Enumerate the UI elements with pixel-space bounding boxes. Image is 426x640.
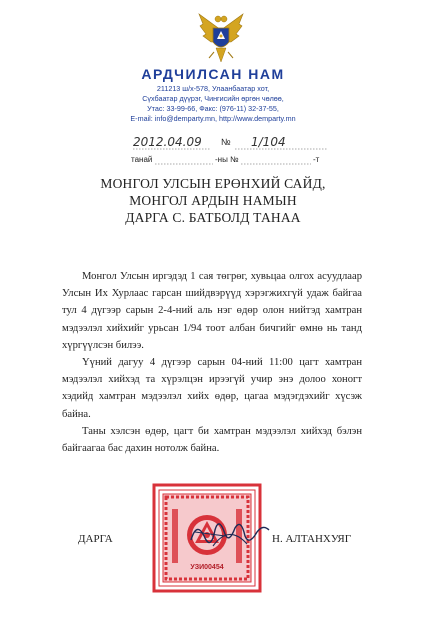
body-paragraph-2: Үүний дагуу 4 дүгээр сарын 04-ний 11:00 цагт хамтран мэдээлэл хийхэд та хүрэлцэн ирээгүй учир энэ долоо хоногт хэдийд хамтран мэдээлэл хийх өдөр, цагаа мэдэгдэхийг хүсэж байна. (62, 357, 362, 420)
signer-title: ДАРГА (78, 533, 113, 545)
recipient-line-2: МОНГОЛ АРДЫН НАМЫН (129, 193, 297, 208)
recipient-line-3: ДАРГА С. БАТБОЛД ТАНАА (125, 210, 301, 225)
address-line-1: 211213 ш/х-578, Улаанбаатар хот, (156, 84, 270, 93)
address-line-2: Сүхбаатар дүүрэг, Чингисийн өргөн чөлөө, (142, 94, 284, 103)
signer-name: Н. АЛТАНХУЯГ (272, 533, 352, 545)
eagle-emblem-logo (197, 8, 245, 64)
recipient-line-1: МОНГОЛ УЛСЫН ЕРӨНХИЙ САЙД, (100, 176, 326, 191)
reference-row (131, 153, 331, 167)
date-number-row (131, 135, 331, 151)
reference-suffix: -т (313, 155, 320, 164)
handwritten-date: 2012.04.09 (133, 135, 202, 149)
handwritten-number: 1/104 (251, 135, 286, 149)
letter-body (62, 268, 362, 457)
number-sign: № (221, 137, 231, 147)
organization-name: АРДЧИЛСАН НАМ (141, 66, 285, 82)
reference-mid: -ны № (215, 155, 239, 164)
body-paragraph-3: Таны хэлсэн өдөр, цагт би хамтран мэдээлэл хийхэд бэлэн байгаагаа бас дахин нотолж байна. (62, 425, 362, 455)
stamp-code: УЗИ00454 (190, 564, 224, 571)
address-line-3: Утас: 33-99-66, Факс: (976-11) 32-37-55, (147, 104, 279, 113)
reference-prefix: танай (131, 155, 153, 164)
body-paragraph-1: Монгол Улсын иргэдэд 1 сая төгрөг, хувьцаа олгох асуудлаар Улсын Их Хурлаас гарсан шийдвэрүүд хэрэгжихгүй удаж байгаа тул 4 дүгээр сарын 2-4-ний аль нэг өдөр олон нийтэд хамтран мэдээлэл хийхийг урьсан 1/94 тоот албан бичгийг өмнө нь танд хүргүүлсэн билээ. (62, 271, 362, 351)
handwritten-signature (185, 510, 275, 555)
address-line-4: E-mail: info@demparty.mn, http://www.demparty.mn (130, 114, 296, 123)
